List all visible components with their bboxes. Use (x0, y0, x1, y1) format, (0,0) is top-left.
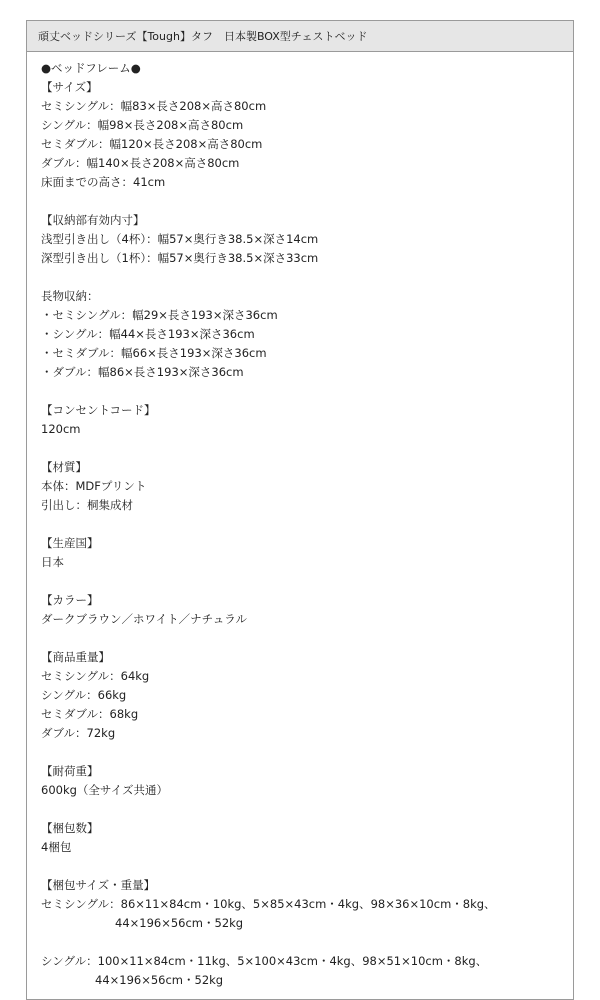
long-storage-line: ・シングル：幅44×長さ193×深さ36cm (41, 327, 255, 341)
material-heading: 【材質】 (41, 460, 87, 474)
long-storage-line: ・ダブル：幅86×長さ193×深さ36cm (41, 365, 244, 379)
spec-body (27, 52, 573, 990)
size-line: 床面までの高さ：41cm (41, 175, 166, 189)
package-size-semi-single-cont: 44×196×56cm・52kg (115, 916, 244, 930)
product-title: 頑丈ベッドシリーズ【Tough】タフ 日本製BOX型チェストベッド (38, 30, 368, 43)
color-line: ダークブラウン／ホワイト／ナチュラル (41, 612, 247, 626)
size-line: ダブル：幅140×長さ208×高さ80cm (41, 156, 240, 170)
package-size-single-cont: 44×196×56cm・52kg (95, 973, 224, 987)
package-size-single: シングル：100×11×84cm・11kg、5×100×43cm・4kg、98×51×10cm・8kg、 (41, 954, 488, 968)
origin-heading: 【生産国】 (41, 536, 99, 550)
cord-heading: 【コンセントコード】 (41, 403, 156, 417)
storage-line: 深型引き出し（1杯）：幅57×奥行き38.5×深さ33cm (41, 251, 319, 265)
package-size-semi-single: セミシングル：86×11×84cm・10kg、5×85×43cm・4kg、98×36×10cm・8kg、 (41, 897, 496, 911)
size-heading: 【サイズ】 (41, 80, 98, 94)
long-storage-line: ・セミダブル：幅66×長さ193×深さ36cm (41, 346, 267, 360)
size-line: シングル：幅98×長さ208×高さ80cm (41, 118, 244, 132)
spec-table (26, 20, 574, 1000)
spec-header (27, 21, 573, 52)
long-storage-heading: 長物収納： (41, 289, 99, 303)
packages-heading: 【梱包数】 (41, 821, 99, 835)
material-line: 引出し：桐集成材 (41, 498, 133, 512)
weight-line: シングル：66kg (41, 688, 127, 702)
weight-line: セミシングル：64kg (41, 669, 150, 683)
load-heading: 【耐荷重】 (41, 764, 99, 778)
material-line: 本体：MDFプリント (41, 479, 147, 493)
storage-heading: 【収納部有効内寸】 (41, 213, 145, 227)
long-storage-line: ・セミシングル：幅29×長さ193×深さ36cm (41, 308, 278, 322)
color-heading: 【カラー】 (41, 593, 99, 607)
weight-line: ダブル：72kg (41, 726, 116, 740)
size-line: セミシングル：幅83×長さ208×高さ80cm (41, 99, 267, 113)
load-line: 600kg（全サイズ共通） (41, 783, 168, 797)
cord-line: 120cm (41, 422, 81, 436)
size-line: セミダブル：幅120×長さ208×高さ80cm (41, 137, 263, 151)
frame-title: ●ベッドフレーム● (41, 61, 141, 75)
origin-line: 日本 (41, 555, 64, 569)
storage-line: 浅型引き出し（4杯）：幅57×奥行き38.5×深さ14cm (41, 232, 319, 246)
package-size-heading: 【梱包サイズ・重量】 (41, 878, 156, 892)
weight-line: セミダブル：68kg (41, 707, 139, 721)
weight-heading: 【商品重量】 (41, 650, 110, 664)
packages-line: 4梱包 (41, 840, 72, 854)
